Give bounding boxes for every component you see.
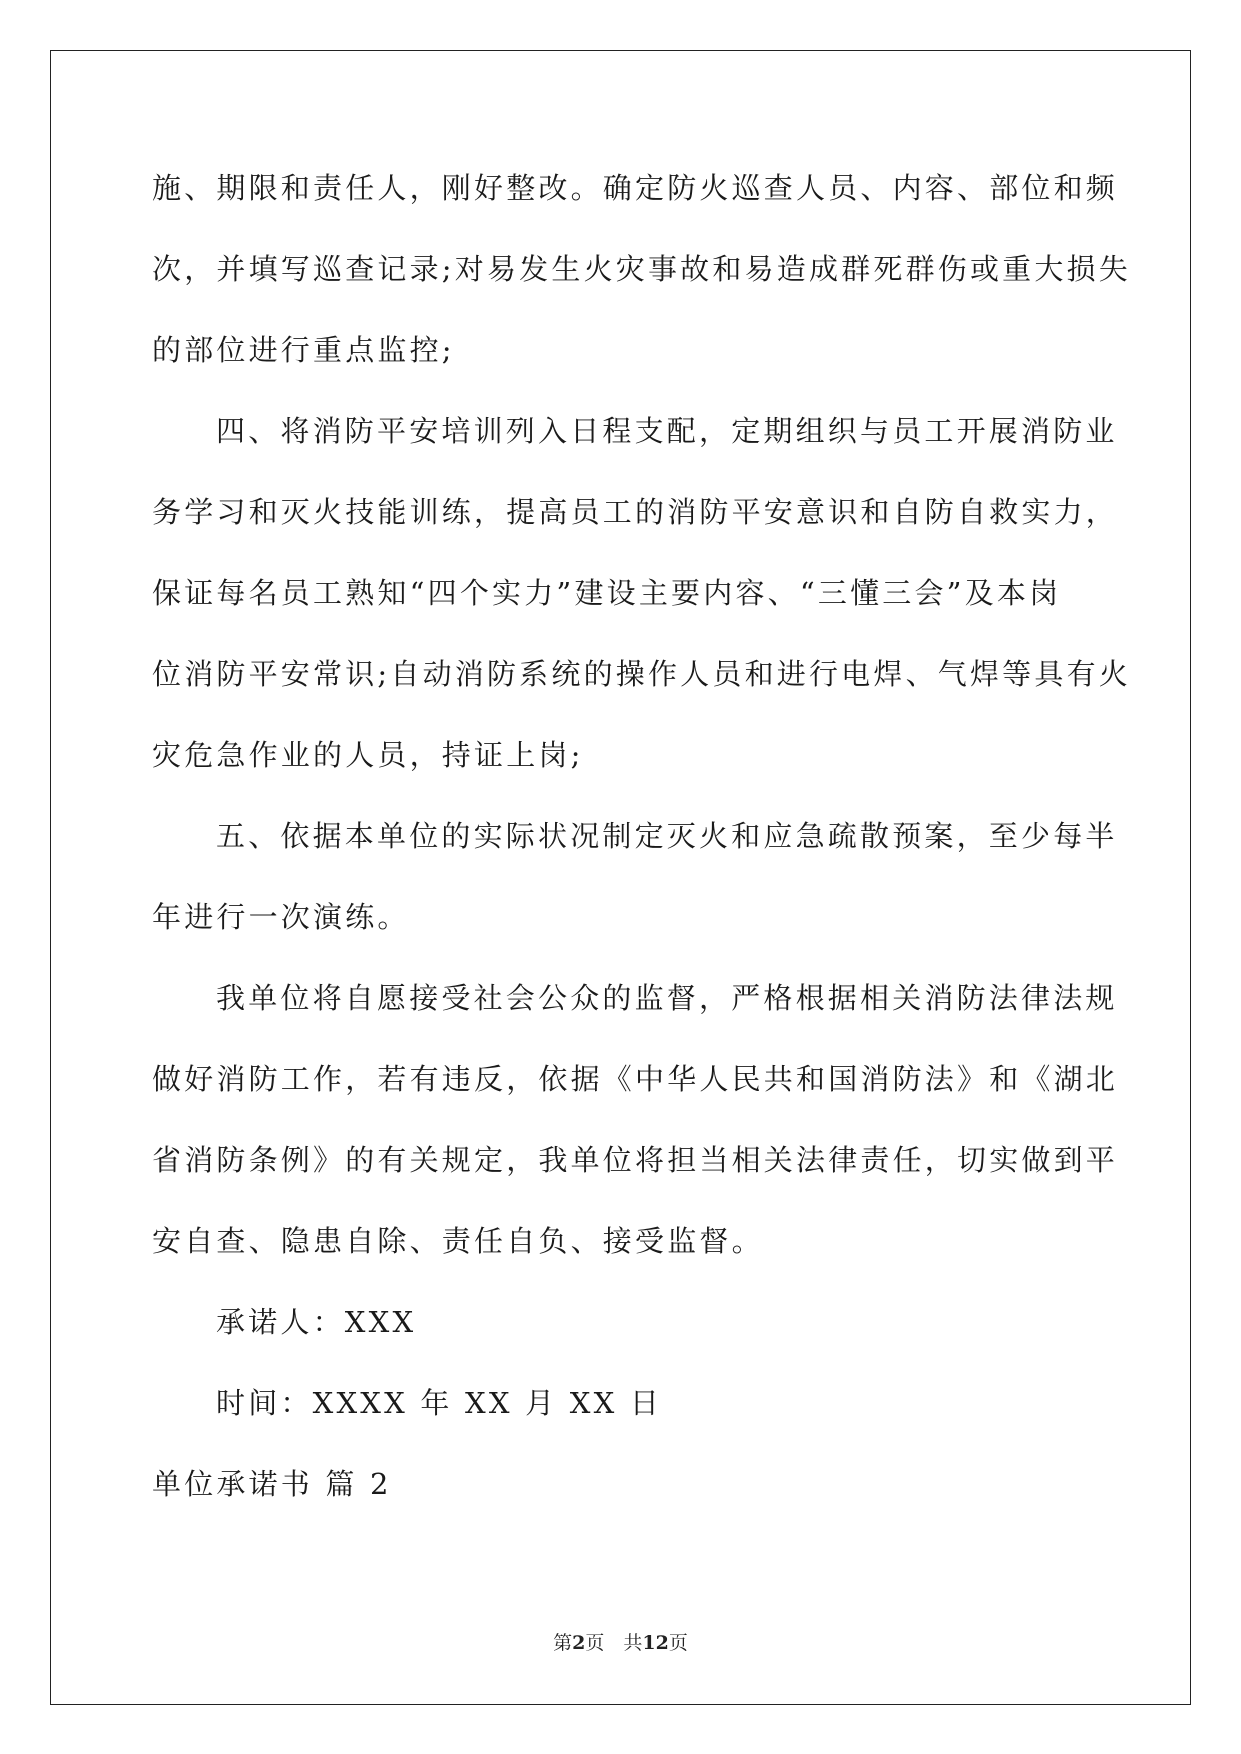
pledge-paragraph-start: 我单位将自愿接受社会公众的监督，严格根据相关消防法律法规 [216,981,1118,1015]
paragraph-four-start: 四、将消防平安培训列入日程支配，定期组织与员工开展消防业 [216,414,1118,448]
body-line: 年进行一次演练。 [152,900,410,934]
body-line: 灾危急作业的人员，持证上岗; [152,738,584,772]
body-line: 的部位进行重点监控; [152,333,455,367]
body-line: 务学习和灭火技能训练，提高员工的消防平安意识和自防自救实力， [152,495,1119,529]
current-page-number: 2 [572,1632,586,1654]
body-line: 施、期限和责任人，刚好整改。确定防火巡查人员、内容、部位和频 [152,171,1119,205]
signatory-line: 承诺人：XXX [216,1305,417,1339]
date-line: 时间：XXXX 年 XX 月 XX 日 [216,1386,663,1420]
body-line: 保证每名员工熟知“四个实力”建设主要内容、“三懂三会”及本岗 [152,576,1062,610]
footer-prefix: 第 [553,1632,573,1654]
document-body [152,162,1131,1539]
page-footer [0,1628,1241,1655]
section-heading: 单位承诺书 篇 2 [152,1467,392,1501]
body-line: 安自查、隐患自除、责任自负、接受监督。 [152,1224,764,1258]
footer-suffix: 页 [668,1632,688,1654]
body-line: 次，并填写巡查记录;对易发生火灾事故和易造成群死群伤或重大损失 [152,252,1131,286]
paragraph-five-start: 五、依据本单位的实际状况制定灭火和应急疏散预案，至少每半 [216,819,1118,853]
body-line: 省消防条例》的有关规定，我单位将担当相关法律责任，切实做到平 [152,1143,1119,1177]
footer-mid: 页 共 [585,1632,643,1654]
body-line: 位消防平安常识;自动消防系统的操作人员和进行电焊、气焊等具有火 [152,657,1131,691]
total-page-count: 12 [642,1632,669,1654]
body-line: 做好消防工作，若有违反，依据《中华人民共和国消防法》和《湖北 [152,1062,1119,1096]
